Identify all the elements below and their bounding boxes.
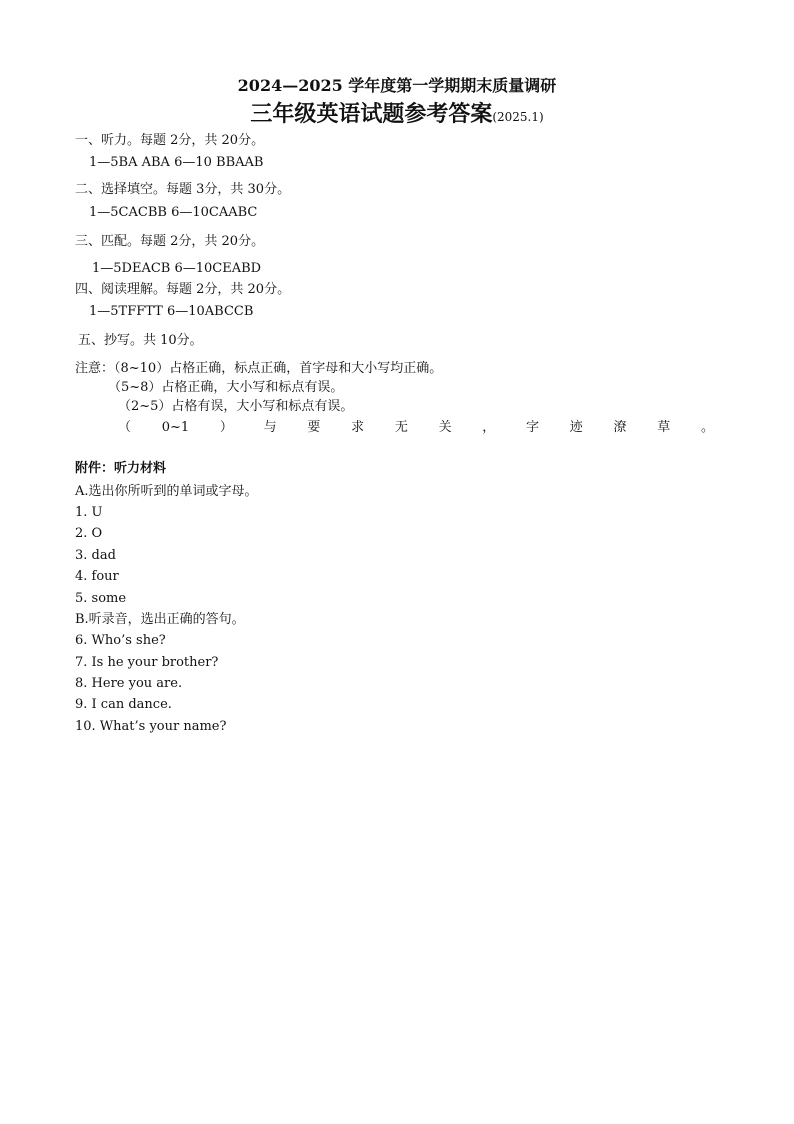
section-3-title: 三、匹配。每题 2分，共 20分。 (75, 234, 265, 249)
note-token: 要 (307, 420, 321, 435)
list-item: 4. four (75, 569, 119, 584)
appendix-heading: 附件：听力材料 (75, 461, 167, 476)
note-token: 迹 (569, 420, 583, 435)
note-token: 0~1 (161, 420, 190, 435)
note-line-2: （5~8）占格正确，大小写和标点有误。 (108, 380, 344, 395)
section-1-title: 一、听力。每题 2分，共 20分。 (75, 133, 265, 148)
note-token: （ (118, 420, 132, 435)
note-line-3: （2~5）占格有误，大小写和标点有误。 (118, 399, 354, 414)
note-token: 求 (351, 420, 365, 435)
list-item: 8. Here you are. (75, 676, 183, 691)
section-4-title: 四、阅读理解。每题 2分，共 20分。 (75, 282, 291, 297)
part-a-heading: A.选出你所听到的单词或字母。 (75, 484, 258, 499)
list-item: 7. Is he your brother? (75, 655, 219, 670)
note-token: ） (219, 420, 233, 435)
document-subtitle: 2024—2025 学年度第一学期期末质量调研 (237, 76, 557, 95)
list-item: 9. I can dance. (75, 697, 172, 712)
note-line-4 (118, 420, 714, 436)
section-4-answers: 1—5TFFTT 6—10ABCCB (89, 304, 254, 319)
list-item: 5. some (75, 591, 127, 606)
note-token: 关 (438, 420, 452, 435)
note-token: 字 (526, 420, 540, 435)
note-token: ， (482, 420, 496, 435)
note-line-1: 注意：（8~10）占格正确，标点正确，首字母和大小写均正确。 (75, 361, 443, 376)
part-b-heading: B.听录音，选出正确的答句。 (75, 612, 245, 627)
list-item: 1. U (75, 505, 103, 520)
list-item: 10. What’s your name? (75, 719, 227, 734)
note-token: 无 (394, 420, 408, 435)
note-token: 与 (263, 420, 277, 435)
note-token: 草 (657, 420, 671, 435)
section-5-title: 五、抄写。共 10分。 (78, 333, 203, 348)
section-2-answers: 1—5CACBB 6—10CAABC (89, 205, 258, 220)
note-token: 潦 (613, 420, 627, 435)
note-token: 。 (700, 420, 714, 435)
document-title (0, 100, 794, 131)
section-1-answers: 1—5BA ABA 6—10 BBAAB (89, 155, 264, 170)
list-item: 6. Who’s she? (75, 633, 166, 648)
title-text: 三年级英语试题参考答案 (250, 101, 493, 127)
section-2-title: 二、选择填空。每题 3分，共 30分。 (75, 182, 291, 197)
list-item: 2. O (75, 526, 103, 541)
title-date: (2025.1) (492, 110, 544, 124)
section-3-answers: 1—5DEACB 6—10CEABD (92, 261, 262, 276)
list-item: 3. dad (75, 548, 116, 563)
